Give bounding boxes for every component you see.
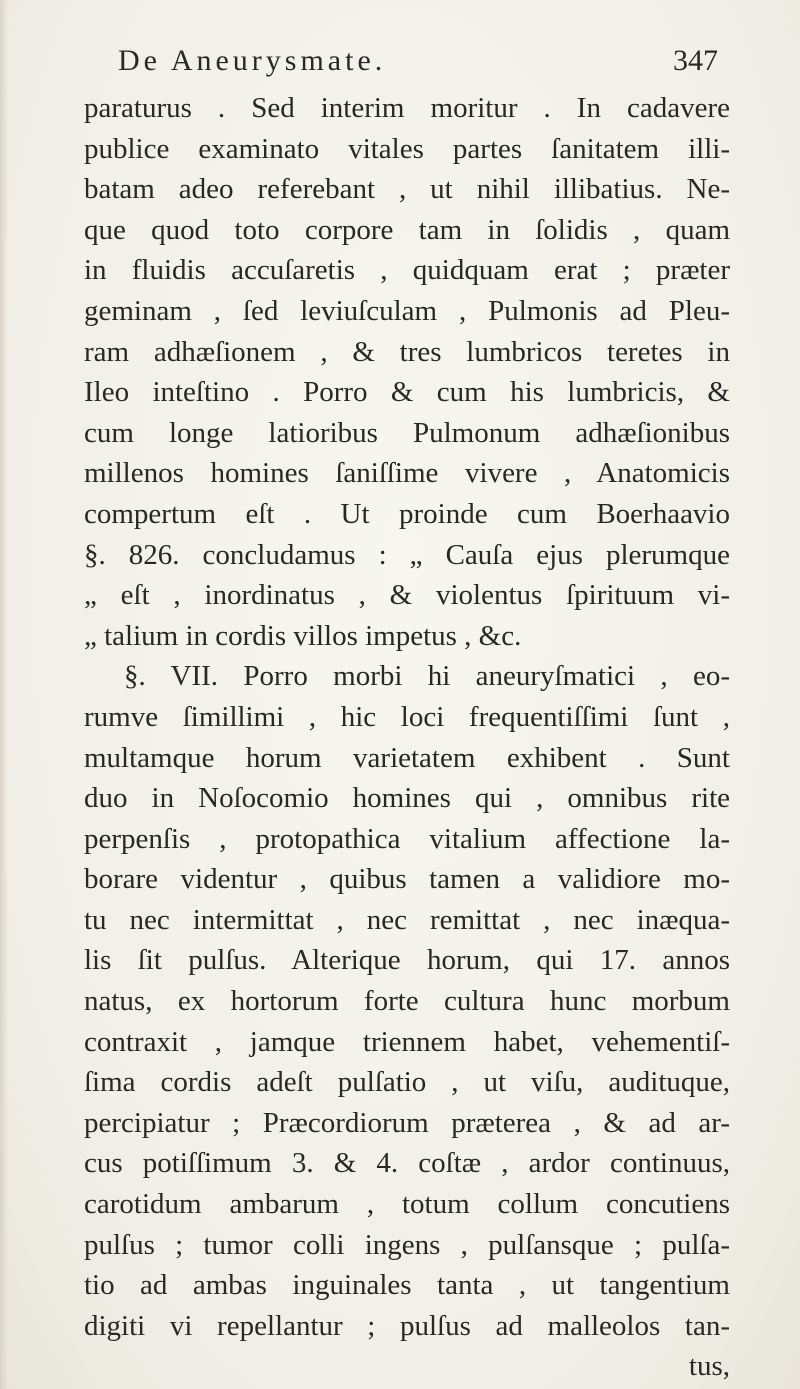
text-line: pulſus ; tumor colli ingens , pulſansque ; pulſa-: [84, 1228, 730, 1261]
text-line: cum longe latioribus Pulmonum adhæſionibus: [84, 416, 730, 449]
text-line: batam adeo referebant , ut nihil illibatius. Ne-: [84, 173, 730, 206]
text-line: §. VII. Porro morbi hi aneuryſmatici , eo-: [124, 660, 730, 693]
text-line: perpenſis , protopathica vitalium affectione la-: [84, 822, 730, 855]
text-line: §. 826. concludamus : „ Cauſa ejus plerumque: [84, 538, 730, 571]
text-line: lis ſit pulſus. Alterique horum, qui 17. annos: [84, 944, 730, 977]
text-line: tu nec intermittat , nec remittat , nec inæqua-: [84, 903, 730, 936]
page-header: [118, 44, 718, 84]
text-line: digiti vi repellantur ; pulſus ad malleolos tan-: [84, 1309, 730, 1342]
text-line: borare videntur , quibus tamen a validiore mo-: [84, 863, 730, 896]
text-line: carotidum ambarum , totum collum concutiens: [84, 1188, 730, 1221]
text-line: que quod toto corpore tam in ſolidis , quam: [84, 213, 730, 246]
text-line: ram adhæſionem , & tres lumbricos teretes in: [84, 335, 730, 368]
running-head: De Aneurysmate.: [118, 44, 387, 77]
text-line: millenos homines ſaniſſime vivere , Anatomicis: [84, 457, 730, 490]
text-line: Ileo inteſtino . Porro & cum his lumbricis, &: [84, 376, 730, 409]
text-line: natus, ex hortorum forte cultura hunc morbum: [84, 985, 730, 1018]
page-number: 347: [673, 44, 718, 77]
text-line: percipiatur ; Præcordiorum præterea , & ad ar-: [84, 1106, 730, 1139]
text-line: publice examinato vitales partes ſanitatem illi-: [84, 132, 730, 165]
text-line: cus potiſſimum 3. & 4. coſtæ , ardor continuus,: [84, 1147, 730, 1180]
text-line: contraxit , jamque triennem habet, vehementiſ-: [84, 1025, 730, 1058]
text-line: „ talium in cordis villos impetus , &c.: [84, 619, 522, 652]
page-gutter-shadow: [0, 0, 8, 1389]
text-line: multamque horum varietatem exhibent . Sunt: [84, 741, 730, 774]
text-line: „ eſt , inordinatus , & violentus ſpirituum vi-: [84, 579, 730, 612]
catchword: tus,: [688, 1350, 730, 1383]
text-line: ſima cordis adeſt pulſatio , ut viſu, audituque,: [84, 1066, 730, 1099]
body-text: [84, 88, 730, 1387]
text-line: tio ad ambas inguinales tanta , ut tangentium: [84, 1269, 730, 1302]
text-line: geminam , ſed leviuſculam , Pulmonis ad Pleu-: [84, 294, 730, 327]
text-line: compertum eſt . Ut proinde cum Boerhaavio: [84, 497, 730, 530]
text-line: paraturus . Sed interim moritur . In cadavere: [84, 92, 730, 124]
text-line: rumve ſimillimi , hic loci frequentiſſimi ſunt ,: [84, 700, 730, 733]
text-line: in fluidis accuſaretis , quidquam erat ; præter: [84, 254, 730, 287]
text-line: duo in Noſocomio homines qui , omnibus rite: [84, 782, 730, 815]
